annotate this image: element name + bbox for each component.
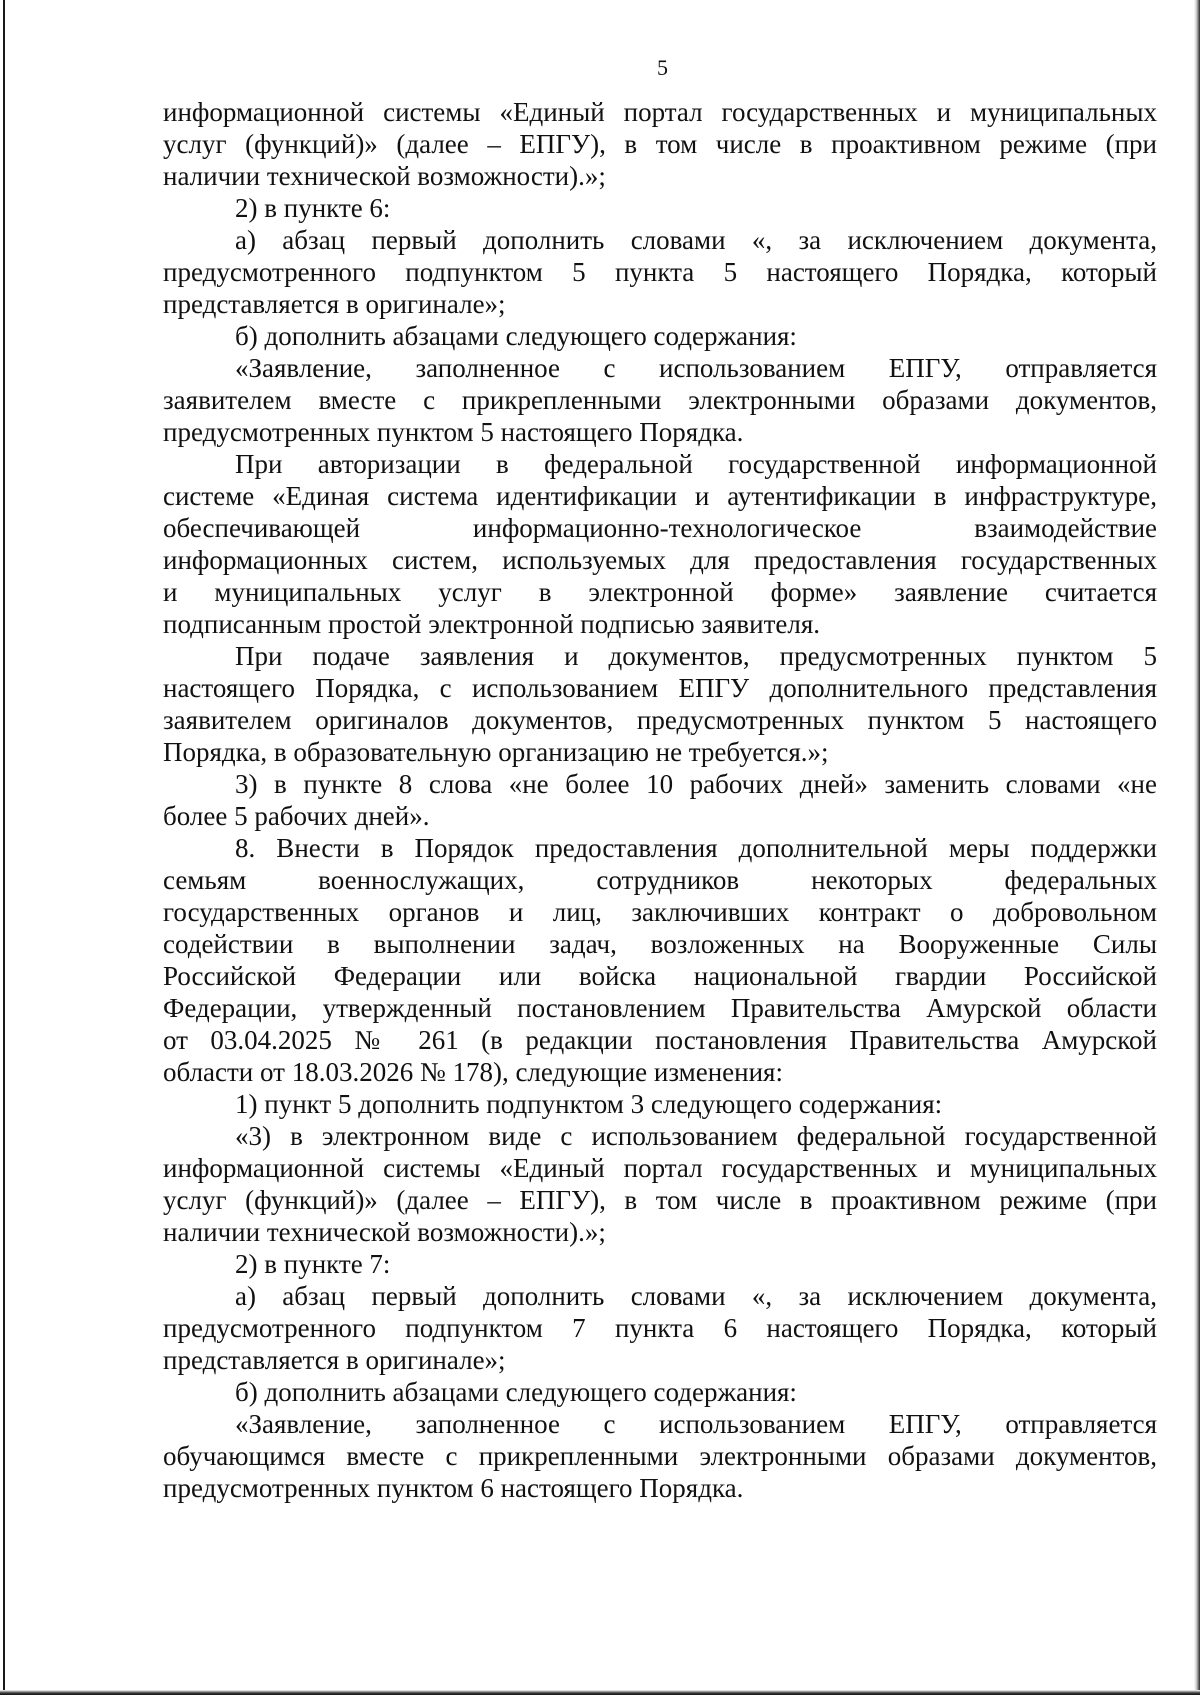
text-line: «3) в электронном виде с использованием федеральной государственной [235,1121,1157,1151]
text-line: от 03.04.2025 № 261 (в редакции постановления Правительства Амурской [163,1025,1157,1055]
text-line: представляется в оригинале»; [163,289,506,319]
text-line: области от 18.03.2026 № 178), следующие изменения: [163,1057,783,1087]
text-line: б) дополнить абзацами следующего содержания: [235,321,797,351]
scan-right-edge [1194,0,1200,1695]
text-line: информационной системы «Единый портал государственных и муниципальных [163,97,1157,127]
text-line: предусмотренного подпунктом 7 пункта 6 настоящего Порядка, который [163,1313,1157,1343]
text-line: 1) пункт 5 дополнить подпунктом 3 следующего содержания: [235,1089,943,1119]
text-line: 3) в пункте 8 слова «не более 10 рабочих дней» заменить словами «не [235,769,1157,799]
text-line: заявителем вместе с прикрепленными электронными образами документов, [163,385,1157,415]
text-line: заявителем оригиналов документов, предусмотренных пунктом 5 настоящего [163,705,1157,735]
text-line: Федерации, утвержденный постановлением Правительства Амурской области [163,993,1157,1023]
scan-left-edge [3,0,5,1690]
document-body [163,96,1157,1504]
scan-bottom-edge [0,1690,1200,1695]
page-number: 5 [657,55,668,80]
text-line: а) абзац первый дополнить словами «, за исключением документа, [235,1281,1157,1311]
text-line: информационной системы «Единый портал государственных и муниципальных [163,1153,1157,1183]
text-line: услуг (функций)» (далее – ЕПГУ), в том числе в проактивном режиме (при [163,1185,1157,1215]
text-line: и муниципальных услуг в электронной форме» заявление считается [163,577,1157,607]
text-line: 2) в пункте 6: [235,193,391,223]
text-line: настоящего Порядка, с использованием ЕПГУ дополнительного представления [163,673,1157,703]
text-line: а) абзац первый дополнить словами «, за исключением документа, [235,225,1157,255]
text-line: При авторизации в федеральной государственной информационной [235,449,1157,479]
text-line: 2) в пункте 7: [235,1249,391,1279]
text-line: государственных органов и лиц, заключивших контракт о добровольном [163,897,1157,927]
text-line: более 5 рабочих дней». [163,801,430,831]
text-line: представляется в оригинале»; [163,1345,506,1375]
text-line: б) дополнить абзацами следующего содержания: [235,1377,797,1407]
text-line: системе «Единая система идентификации и аутентификации в инфраструктуре, [163,481,1157,511]
text-line: При подаче заявления и документов, предусмотренных пунктом 5 [235,641,1157,671]
text-line: «Заявление, заполненное с использованием ЕПГУ, отправляется [235,1409,1157,1439]
text-line: наличии технической возможности).»; [163,161,606,191]
text-line: предусмотренных пунктом 5 настоящего Порядка. [163,417,744,447]
text-line: «Заявление, заполненное с использованием ЕПГУ, отправляется [235,353,1157,383]
text-line: Порядка, в образовательную организацию не требуется.»; [163,737,829,767]
text-line: Российской Федерации или войска национальной гвардии Российской [163,961,1157,991]
text-line: предусмотренного подпунктом 5 пункта 5 настоящего Порядка, который [163,257,1157,287]
text-line: предусмотренных пунктом 6 настоящего Порядка. [163,1473,744,1503]
text-line: обеспечивающей информационно-технологическое взаимодействие [163,513,1157,543]
text-line: обучающимся вместе с прикрепленными электронными образами документов, [163,1441,1157,1471]
text-line: 8. Внести в Порядок предоставления дополнительной меры поддержки [235,833,1157,863]
text-line: информационных систем, используемых для предоставления государственных [163,545,1157,575]
text-line: содействии в выполнении задач, возложенных на Вооруженные Силы [163,929,1157,959]
text-line: наличии технической возможности).»; [163,1217,606,1247]
text-line: подписанным простой электронной подписью заявителя. [163,609,820,639]
text-line: услуг (функций)» (далее – ЕПГУ), в том числе в проактивном режиме (при [163,129,1157,159]
text-line: семьям военнослужащих, сотрудников некоторых федеральных [163,865,1157,895]
